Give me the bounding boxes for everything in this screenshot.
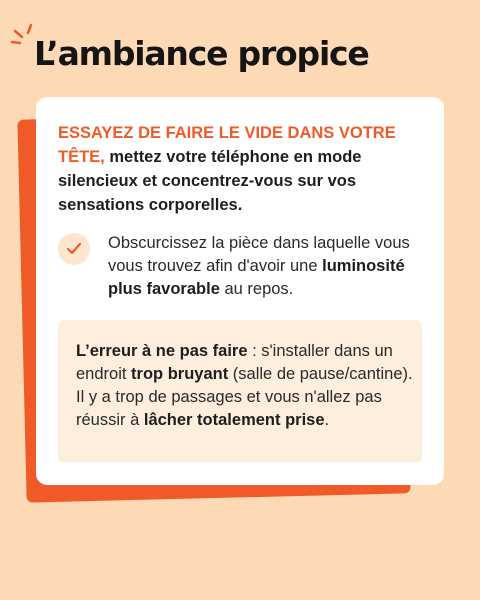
mistake-bold-2: lâcher totalement prise xyxy=(143,411,325,429)
mistake-text-2: (salle de pause/cantine). Il y a trop de passages et vous n'allez pas réussir à xyxy=(76,365,413,429)
tip-text-before: Obscurcissez la pièce dans laquelle vous vous trouvez afin d'avoir une xyxy=(108,234,410,275)
intro-highlight: ESSAYEZ DE FAIRE LE VIDE DANS VOTRE TÊTE, xyxy=(58,124,396,166)
check-badge xyxy=(58,233,90,265)
tip-text xyxy=(108,232,432,301)
page-title: L’ambiance propice xyxy=(34,34,369,73)
checkmark-icon xyxy=(66,242,82,256)
mistake-text xyxy=(76,340,416,432)
mistake-text-3: . xyxy=(324,411,330,429)
mistake-label: L’erreur à ne pas faire xyxy=(76,342,248,360)
tip-text-after: au repos. xyxy=(219,280,294,298)
content-card xyxy=(36,97,444,485)
intro-text xyxy=(58,121,430,217)
tip-bold: luminosité plus favorable xyxy=(108,257,405,298)
mistake-text-1: : s'installer dans un endroit xyxy=(76,342,393,383)
mistake-note-box xyxy=(58,320,422,462)
intro-rest: mettez votre téléphone en mode silencieux et concentrez-vous sur vos sensations corporelles. xyxy=(58,148,362,214)
mistake-bold-1: trop bruyant xyxy=(131,365,229,383)
